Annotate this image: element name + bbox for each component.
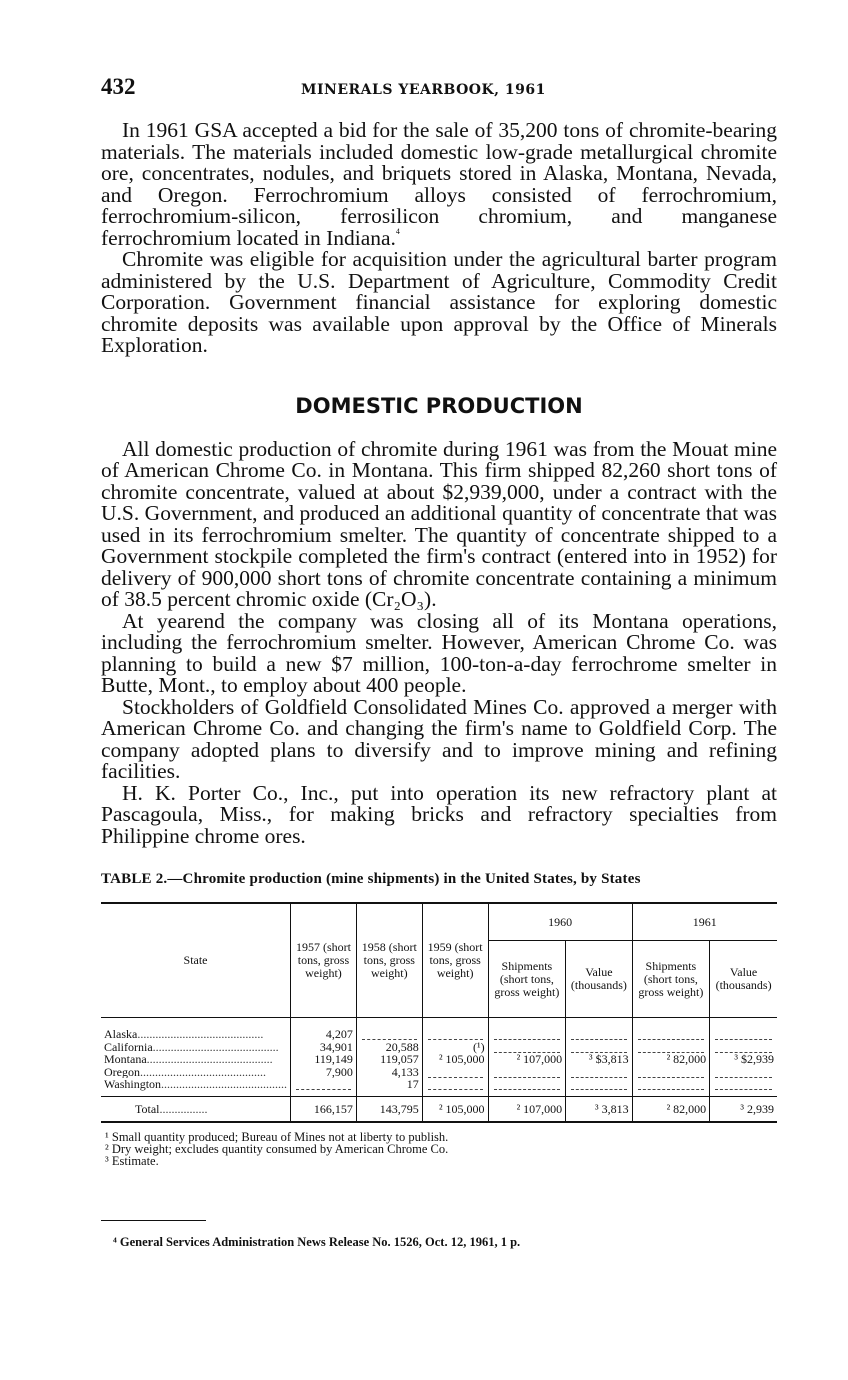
table-body xyxy=(101,1018,777,1097)
empty-dash xyxy=(494,1066,561,1078)
empty-dash xyxy=(494,1078,561,1090)
table-cell xyxy=(710,1078,777,1096)
table-cell xyxy=(632,1066,710,1079)
empty-dash xyxy=(362,1028,417,1040)
footnote-ref: 4 xyxy=(395,226,400,236)
header-1958: 1958 (short tons, gross weight) xyxy=(356,903,422,1018)
header-1959: 1959 (short tons, gross weight) xyxy=(422,903,488,1018)
empty-dash xyxy=(296,1078,351,1090)
total-cell: 166,157 xyxy=(291,1096,357,1122)
total-cell: 143,795 xyxy=(356,1096,422,1122)
table-cell: 17 xyxy=(356,1078,422,1096)
table-footnotes xyxy=(101,1131,777,1167)
page-number: 432 xyxy=(101,74,136,99)
table-cell: 20,588 xyxy=(356,1041,422,1054)
empty-dash xyxy=(715,1066,772,1078)
empty-dash xyxy=(571,1028,626,1040)
table-cell: ² 82,000 xyxy=(632,1053,710,1066)
header-1960-shipments: Shipments (short tons, gross weight) xyxy=(488,941,566,1018)
running-title: MINERALS YEARBOOK, 1961 xyxy=(301,82,546,98)
production-table xyxy=(101,902,777,1123)
table-cell xyxy=(566,1018,632,1041)
page-footnote: ⁴ General Services Administration News Release No. 1526, Oct. 12, 1961, 1 p. xyxy=(113,1235,521,1249)
table-cell xyxy=(356,1018,422,1041)
section-text xyxy=(101,436,777,848)
table-cell: ² 107,000 xyxy=(488,1053,566,1066)
total-cell: ³ 2,939 xyxy=(710,1096,777,1122)
table-cell xyxy=(422,1018,488,1041)
table-row xyxy=(101,1066,777,1079)
table-cell xyxy=(710,1066,777,1079)
table-cell xyxy=(488,1018,566,1041)
total-cell: ³ 3,813 xyxy=(566,1096,632,1122)
table-cell: 34,901 xyxy=(291,1041,357,1054)
header-1960-value: Value (thousands) xyxy=(566,941,632,1018)
header-1961-value: Value (thousands) xyxy=(710,941,777,1018)
paragraph: Chromite was eligible for acquisition under the agricultural barter program administered by the U.S. Department of Agriculture, Commodity Credit Corporation. Government financial assistance for exploring domestic chromite deposits was available upon approval by the Office of Minerals Exploration. xyxy=(101,247,777,357)
total-cell: ² 82,000 xyxy=(632,1096,710,1122)
state-name: Alaska.......................................... xyxy=(104,1027,264,1041)
table-cell: 119,057 xyxy=(356,1053,422,1066)
total-cell: ² 105,000 xyxy=(422,1096,488,1122)
table-row xyxy=(101,1078,777,1096)
total-label: Total................ xyxy=(101,1096,291,1122)
table-footnote: ² Dry weight; excludes quantity consumed by American Chrome Co. xyxy=(105,1142,449,1156)
paragraph: H. K. Porter Co., Inc., put into operation its new refractory plant at Pascagoula, Miss., for making bricks and refractory specialties from Philippine chrome ores. xyxy=(101,780,777,848)
section-heading: DOMESTIC PRODUCTION xyxy=(295,393,583,418)
intro-text xyxy=(101,120,777,357)
page-header xyxy=(101,74,777,108)
table-cell xyxy=(488,1066,566,1079)
table-cell: 7,900 xyxy=(291,1066,357,1079)
table-cell: ³ $3,813 xyxy=(566,1053,632,1066)
table-footnote: ³ Estimate. xyxy=(105,1154,159,1168)
table-cell: (¹) xyxy=(422,1041,488,1054)
empty-dash xyxy=(715,1078,772,1090)
table-row xyxy=(101,1053,777,1066)
table-cell: 4,133 xyxy=(356,1066,422,1079)
table-row xyxy=(101,1018,777,1041)
table-cell xyxy=(632,1078,710,1096)
empty-dash xyxy=(638,1078,705,1090)
table-cell xyxy=(566,1078,632,1096)
empty-dash xyxy=(638,1041,705,1053)
empty-dash xyxy=(571,1066,626,1078)
state-name: Montana.......................................... xyxy=(104,1053,273,1066)
table-cell xyxy=(422,1078,488,1096)
table-footnote: ¹ Small quantity produced; Bureau of Mines not at liberty to publish. xyxy=(105,1130,449,1144)
table-cell xyxy=(422,1066,488,1079)
document-page xyxy=(101,74,777,1250)
empty-dash xyxy=(638,1028,705,1040)
paragraph: Stockholders of Goldfield Consolidated Mines Co. approved a merger with American Chrome Co. and changing the firm's name to Goldfield Corp. The company adopted plans to diversify and to improve mining and refining facilities. xyxy=(101,694,777,783)
empty-dash xyxy=(571,1041,626,1053)
total-row xyxy=(101,1096,777,1122)
table-cell xyxy=(632,1018,710,1041)
table-cell xyxy=(488,1078,566,1096)
empty-dash xyxy=(494,1041,561,1053)
table-caption: TABLE 2.—Chromite production (mine shipments) in the United States, by States xyxy=(101,871,641,887)
state-name: Oregon.......................................... xyxy=(104,1065,266,1078)
table-cell xyxy=(566,1066,632,1079)
table-cell: 4,207 xyxy=(291,1018,357,1041)
empty-dash xyxy=(428,1078,483,1090)
total-cell: ² 107,000 xyxy=(488,1096,566,1122)
state-name: California.......................................... xyxy=(104,1040,279,1053)
header-1960: 1960 xyxy=(488,903,632,941)
empty-dash xyxy=(494,1028,561,1040)
header-1961: 1961 xyxy=(632,903,777,941)
header-1961-shipments: Shipments (short tons, gross weight) xyxy=(632,941,710,1018)
empty-dash xyxy=(428,1028,483,1040)
table-cell: 119,149 xyxy=(291,1053,357,1066)
paragraph: At yearend the company was closing all of its Montana operations, including the ferrochromium smelter. However, American Chrome Co. was planning to build a new $7 million, 100-ton-a-day ferrochrome smelter in Butte, Mont., to employ about 400 people. xyxy=(101,608,777,697)
table-cell: ² 105,000 xyxy=(422,1053,488,1066)
header-state: State xyxy=(101,903,291,1018)
paragraph: All domestic production of chromite during 1961 was from the Mouat mine of American Chrome Co. in Montana. This firm shipped 82,260 short tons of chromite concentrate, valued at about $2,939,000, under a contract with the U.S. Government, and produced an additional quantity of concentrate that was used in its ferrochromium smelter. The quantity of concentrate shipped to a Government stockpile completed the firm's contract (entered into in 1952) for delivery of 900,000 short tons of chromite concentrate containing a minimum of 38.5 percent chromic oxide (Cr₂O₃). xyxy=(101,436,777,611)
table-cell xyxy=(291,1078,357,1096)
empty-dash xyxy=(571,1078,626,1090)
table-cell xyxy=(710,1018,777,1041)
empty-dash xyxy=(715,1041,772,1053)
empty-dash xyxy=(715,1028,772,1040)
state-name: Washington.......................................... xyxy=(104,1078,288,1091)
table-cell: ³ $2,939 xyxy=(710,1053,777,1066)
empty-dash xyxy=(638,1066,705,1078)
footnote-divider xyxy=(101,1220,206,1221)
header-1957: 1957 (short tons, gross weight) xyxy=(291,903,357,1018)
empty-dash xyxy=(428,1066,483,1078)
paragraph: In 1961 GSA accepted a bid for the sale of 35,200 tons of chromite-bearing materials. The materials included domestic low-grade metallurgical chromite ore, concentrates, nodules, and briquets stored in Alaska, Montana, Nevada, and Oregon. Ferrochromium alloys consisted of ferrochromium, ferrochromium-silicon, ferrosilicon chromium, and manganese ferrochromium located in Indiana.$^4$ xyxy=(101,118,777,250)
